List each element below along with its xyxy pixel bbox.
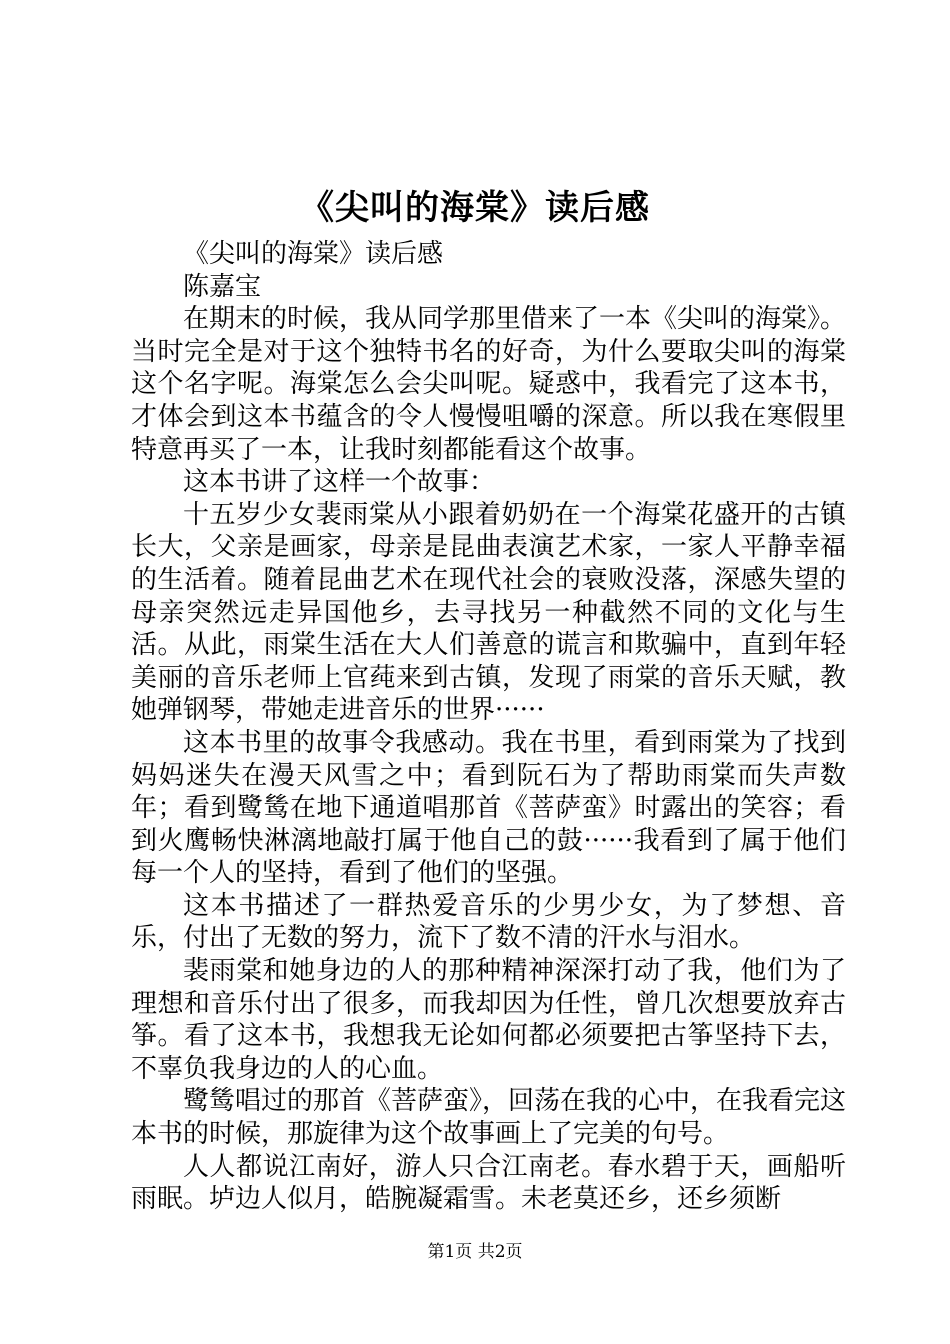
page-footer: 第1页 共2页 [427, 1242, 523, 1262]
paragraph-author: 陈嘉宝 [183, 271, 262, 302]
paragraph-subtitle: 《尖叫的海棠》读后感 [183, 239, 444, 269]
paragraph: 裴雨棠和她身边的人的那种精神深深打动了我，他们为了理想和音乐付出了很多，而我却因为任性，曾几次想要放弃古筝。看了这本书，我想我无论如何都必须要把古筝坚持下去，不辜负我身边的人的心血。 [131, 956, 846, 1084]
paragraph: 这本书讲了这样一个故事： [183, 467, 496, 498]
paragraph: 这本书描述了一群热爱音乐的少男少女，为了梦想、音乐，付出了无数的努力，流下了数不清的汗水与泪水。 [131, 890, 846, 954]
paragraph: 十五岁少女裴雨棠从小跟着奶奶在一个海棠花盛开的古镇长大，父亲是画家，母亲是昆曲表演艺术家，一家人平静幸福的生活着。随着昆曲艺术在现代社会的衰败没落，深感失望的母亲突然远走异国他乡，去寻找另一种截然不同的文化与生活。从此，雨棠生活在大人们善意的谎言和欺骗中，直到年轻美丽的音乐老师上官莼来到古镇，发现了雨棠的音乐天赋，教她弹钢琴，带她走进音乐的世界······ [131, 499, 846, 726]
paragraph: 鹭鸶唱过的那首《菩萨蛮》，回荡在我的心中，在我看完这本书的时候，那旋律为这个故事画上了完美的句号。 [131, 1086, 847, 1150]
paragraph: 这本书里的故事令我感动。我在书里，看到雨棠为了找到妈妈迷失在漫天风雪之中；看到阮石为了帮助雨棠而失声数年；看到鹭鸶在地下通道唱那首《菩萨蛮》时露出的笑容；看到火鹰畅快淋漓地敲打属于他自己的鼓······我看到了属于他们每一个人的坚持，看到了他们的坚强。 [131, 727, 846, 889]
paragraph: 人人都说江南好，游人只合江南老。春水碧于天，画船听雨眠。垆边人似月，皓腕凝霜雪。未老莫还乡，还乡须断 [131, 1151, 846, 1215]
document-title: 《尖叫的海棠》读后感 [300, 188, 650, 228]
document-body [131, 238, 846, 1216]
paragraph: 在期末的时候，我从同学那里借来了一本《尖叫的海棠》。当时完全是对于这个独特书名的好奇，为什么要取尖叫的海棠这个名字呢。海棠怎么会尖叫呢。疑惑中，我看完了这本书，才体会到这本书蕴含的令人慢慢咀嚼的深意。所以我在寒假里特意再买了一本，让我时刻都能看这个故事。 [131, 304, 847, 465]
